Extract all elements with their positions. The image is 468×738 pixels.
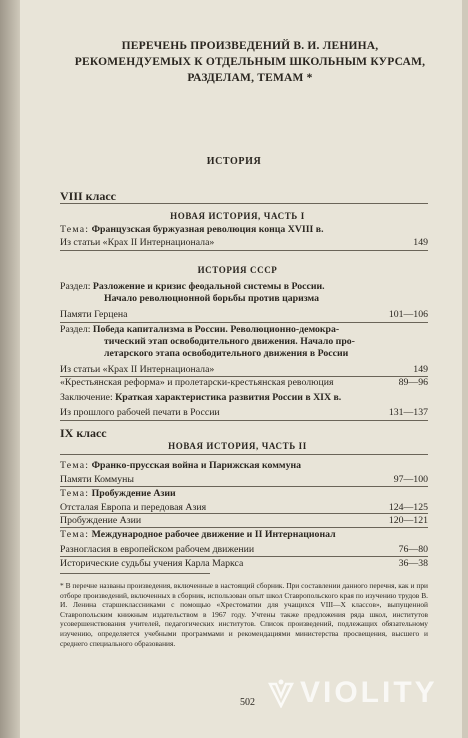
page-ref: 120—121	[388, 515, 428, 526]
section-row	[60, 281, 428, 293]
theme-label: Тема:	[60, 529, 90, 540]
page-ref: 76—80	[398, 544, 428, 555]
theme-text: Пробуждение Азии	[91, 488, 176, 499]
page-ref: 131—137	[388, 407, 428, 418]
theme-text: Международное рабочее движение и II Интернационал	[91, 529, 336, 540]
section-row-cont	[104, 348, 428, 360]
item-title: Из прошлого рабочей печати в России	[60, 407, 220, 418]
section-text: Победа капитализма в России. Революционно-демокра-	[92, 324, 340, 335]
list-item	[60, 407, 428, 419]
theme-text: Французская буржуазная революция конца XVIII в.	[91, 224, 324, 235]
header-line: РЕКОМЕНДУЕМЫХ К ОТДЕЛЬНЫМ ШКОЛЬНЫМ КУРСАМ,	[74, 56, 426, 68]
subsection-title: ИСТОРИЯ СССР	[197, 265, 278, 275]
item-title: Отсталая Европа и передовая Азия	[60, 502, 207, 513]
grade-title: IX класс	[60, 426, 107, 440]
page-edge-shadow	[0, 0, 20, 738]
list-item	[60, 558, 428, 570]
footnote-divider	[60, 573, 210, 574]
list-item	[60, 474, 428, 486]
page-ref: 149	[413, 237, 428, 248]
conclusion-text: Краткая характеристика развития России в XIX в.	[115, 392, 342, 403]
theme-label: Тема:	[60, 224, 90, 235]
watermark: VIOLITY	[300, 676, 438, 709]
list-item	[60, 515, 428, 527]
section-label: Раздел:	[60, 324, 91, 335]
page-ref: 124—125	[388, 502, 428, 513]
section-label: Раздел:	[60, 281, 91, 292]
page-ref: 36—38	[398, 558, 428, 569]
conclusion-label: Заключение:	[60, 392, 113, 403]
grade-title: VIII класс	[60, 189, 116, 203]
item-title: Из статьи «Крах II Интернационала»	[60, 237, 215, 248]
section-text: летарского этапа освободительного движения в России	[104, 348, 349, 359]
list-item	[60, 309, 428, 321]
section-row-cont	[104, 293, 428, 305]
subsection-title: НОВАЯ ИСТОРИЯ, ЧАСТЬ II	[168, 441, 307, 451]
theme-row	[60, 224, 428, 236]
divider	[60, 420, 428, 421]
item-title: Памяти Герцена	[60, 309, 128, 320]
page-ref: 97—100	[393, 474, 428, 485]
divider	[60, 250, 428, 251]
item-title: Исторические судьбы учения Карла Маркса	[60, 558, 244, 569]
divider	[60, 556, 428, 557]
violity-logo-icon	[268, 678, 294, 708]
section-row-cont	[104, 336, 428, 348]
page-number: 502	[240, 697, 255, 708]
page-ref: 89—96	[398, 377, 428, 388]
page-ref: 101—106	[388, 309, 428, 320]
list-item	[60, 377, 428, 389]
divider	[60, 513, 428, 514]
list-item	[60, 364, 428, 376]
divider	[60, 454, 428, 455]
divider	[60, 527, 428, 528]
section-title: ИСТОРИЯ	[206, 156, 262, 167]
item-title: Разногласия в европейском рабочем движении	[60, 544, 255, 555]
conclusion-row	[60, 392, 428, 404]
section-row	[60, 324, 428, 336]
item-title: Пробуждение Азии	[60, 515, 142, 526]
page-ref: 149	[413, 364, 428, 375]
item-title: Из статьи «Крах II Интернационала»	[60, 364, 215, 375]
list-item	[60, 544, 428, 556]
theme-row	[60, 488, 428, 500]
theme-label: Тема:	[60, 460, 90, 471]
divider	[60, 486, 428, 487]
subsection-title: НОВАЯ ИСТОРИЯ, ЧАСТЬ I	[170, 211, 305, 221]
divider	[60, 322, 428, 323]
section-text: Начало революционной борьбы против царизма	[104, 293, 320, 304]
section-text: тический этап освободительного движения. Начало про-	[104, 336, 355, 347]
theme-row	[60, 460, 428, 472]
footnote: * В перечне названы произведения, включенные в настоящий сборник. При составлении данного перечня, как и при отборе произведений, включенных в сборник, использован опыт школ Ставропольского края по изучению трудов В. И. Ленина старшеклассниками с помощью «Хрестоматии для учащихся VIII—X классов», выпущенной Ставропольским книжным издательством в 1967 году. Учтены также предложения ряда школ, институтов усовершенствования учителей, педагогических институтов. Список произведений, подлежащих обязательному изучению, определяется учебными программами и рекомендациями министерства просвещения, высшего и среднего специального образования.	[60, 581, 428, 648]
list-item	[60, 237, 428, 249]
item-title: «Крестьянская реформа» и пролетарски-крестьянская революция	[60, 377, 334, 388]
divider	[60, 203, 428, 204]
header-line: ПЕРЕЧЕНЬ ПРОИЗВЕДЕНИЙ В. И. ЛЕНИНА,	[121, 40, 379, 52]
page-header	[70, 38, 430, 86]
header-line: РАЗДЕЛАМ, ТЕМАМ *	[187, 72, 313, 84]
item-title: Памяти Коммуны	[60, 474, 134, 485]
theme-row	[60, 529, 428, 541]
theme-text: Франко-прусская война и Парижская коммуна	[91, 460, 302, 471]
section-text: Разложение и кризис феодальной системы в России.	[92, 281, 325, 292]
theme-label: Тема:	[60, 488, 90, 499]
